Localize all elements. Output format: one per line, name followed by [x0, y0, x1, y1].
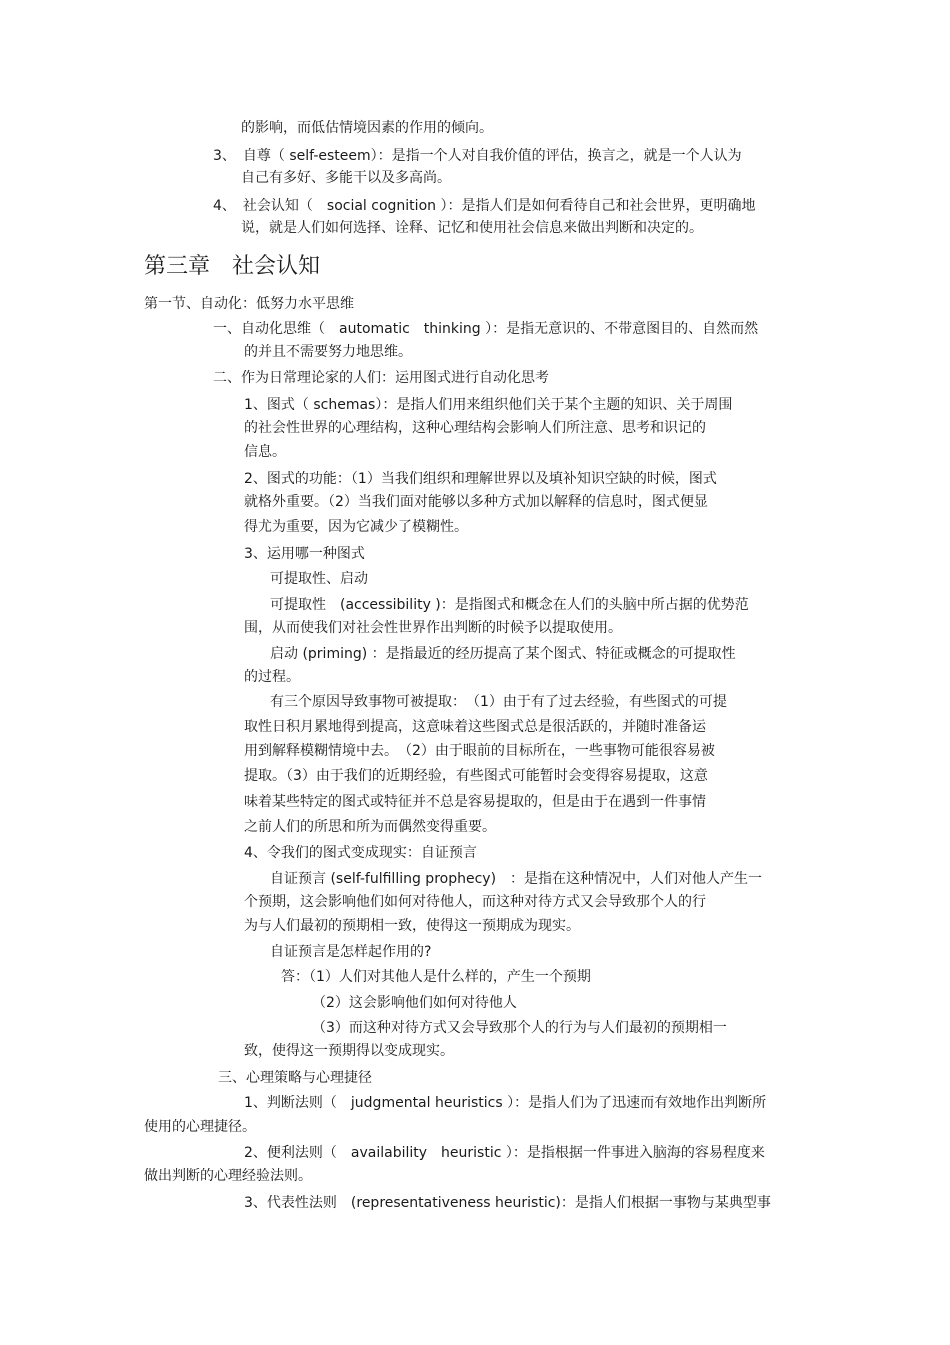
- text-line: （2）这会影响他们如何对待他人: [312, 995, 517, 1011]
- text-line: 可提取性、启动: [270, 571, 368, 587]
- text-line: （3）而这种对待方式又会导致那个人的行为与人们最初的预期相一: [312, 1020, 727, 1036]
- text-line: 的影响，而低估情境因素的作用的倾向。: [241, 120, 493, 136]
- text-line: 2、图式的功能：（1）当我们组织和理解世界以及填补知识空缺的时候，图式: [244, 471, 717, 487]
- text-line: 启动 (priming) ：是指最近的经历提高了某个图式、特征或概念的可提取性: [270, 646, 736, 662]
- text-line: 自己有多好、多能干以及多高尚。: [241, 170, 451, 186]
- text-line: 得尤为重要，因为它减少了模糊性。: [244, 519, 468, 535]
- text-line: 自证预言是怎样起作用的?: [270, 944, 432, 960]
- text-line: 的过程。: [244, 669, 300, 685]
- text-line: 使用的心理捷径。: [144, 1119, 256, 1135]
- text-line: 味着某些特定的图式或特征并不总是容易提取的，但是由于在遇到一件事情: [244, 794, 706, 810]
- text-line: 就格外重要。（2）当我们面对能够以多种方式加以解释的信息时，图式便显: [244, 494, 708, 510]
- text-line: 有三个原因导致事物可被提取： （1）由于有了过去经验，有些图式的可提: [270, 694, 727, 710]
- text-line: 做出判断的心理经验法则。: [144, 1168, 312, 1184]
- text-line: 信息。: [244, 444, 286, 460]
- text-line: 致，使得这一预期得以变成现实。: [244, 1043, 454, 1059]
- text-line: 可提取性 (accessibility )：是指图式和概念在人们的头脑中所占据的优势范: [270, 597, 749, 613]
- text-line: 2、便利法则（ availability heuristic ）：是指根据一件事进入脑海的容易程度来: [244, 1145, 765, 1161]
- subsection-heading: 三、心理策略与心理捷径: [218, 1070, 372, 1086]
- text-line: 4、 社会认知（ social cognition ）：是指人们是如何看待自己和社会世界，更明确地: [213, 198, 756, 214]
- text-line: 用到解释模糊情境中去。 （2）由于眼前的目标所在，一些事物可能很容易被: [244, 743, 715, 759]
- text-line: 围，从而使我们对社会性世界作出判断的时候予以提取使用。: [244, 620, 622, 636]
- chapter-heading: 第三章 社会认知: [144, 254, 321, 279]
- text-line: 一、自动化思维（ automatic thinking ）：是指无意识的、不带意图目的、自然而然: [213, 321, 759, 337]
- text-line: 之前人们的所思和所为而偶然变得重要。: [244, 819, 496, 835]
- text-line: 3、运用哪一种图式: [244, 546, 365, 562]
- text-line: 1、图式（ schemas）：是指人们用来组织他们关于某个主题的知识、关于周围: [244, 397, 733, 413]
- text-line: 3、代表性法则 (representativeness heuristic)：是指人们根据一事物与某典型事: [244, 1195, 771, 1211]
- section-heading: 第一节、自动化：低努力水平思维: [144, 296, 354, 312]
- text-line: 4、令我们的图式变成现实：自证预言: [244, 845, 477, 861]
- text-line: 取性日积月累地得到提高，这意味着这些图式总是很活跃的，并随时准备运: [244, 719, 706, 735]
- text-line: 的并且不需要努力地思维。: [244, 344, 412, 360]
- text-line: 1、判断法则（ judgmental heuristics ）：是指人们为了迅速而有效地作出判断所: [244, 1095, 767, 1111]
- text-line: 为与人们最初的预期相一致，使得这一预期成为现实。: [244, 918, 580, 934]
- text-line: 的社会性世界的心理结构，这种心理结构会影响人们所注意、思考和识记的: [244, 420, 706, 436]
- text-line: 自证预言 (self-fulfilling prophecy) ：是指在这种情况中，人们对他人产生一: [270, 871, 763, 887]
- text-line: 提取。（3）由于我们的近期经验，有些图式可能暂时会变得容易提取，这意: [244, 768, 708, 784]
- text-line: 答：（1）人们对其他人是什么样的，产生一个预期: [281, 969, 591, 985]
- subsection-heading: 二、作为日常理论家的人们：运用图式进行自动化思考: [213, 370, 549, 386]
- text-line: 说，就是人们如何选择、诠释、记忆和使用社会信息来做出判断和决定的。: [241, 220, 703, 236]
- text-line: 个预期，这会影响他们如何对待他人，而这种对待方式又会导致那个人的行: [244, 894, 706, 910]
- text-line: 3、 自尊（ self-esteem）：是指一个人对自我价值的评估，换言之，就是一个人认为: [213, 148, 742, 164]
